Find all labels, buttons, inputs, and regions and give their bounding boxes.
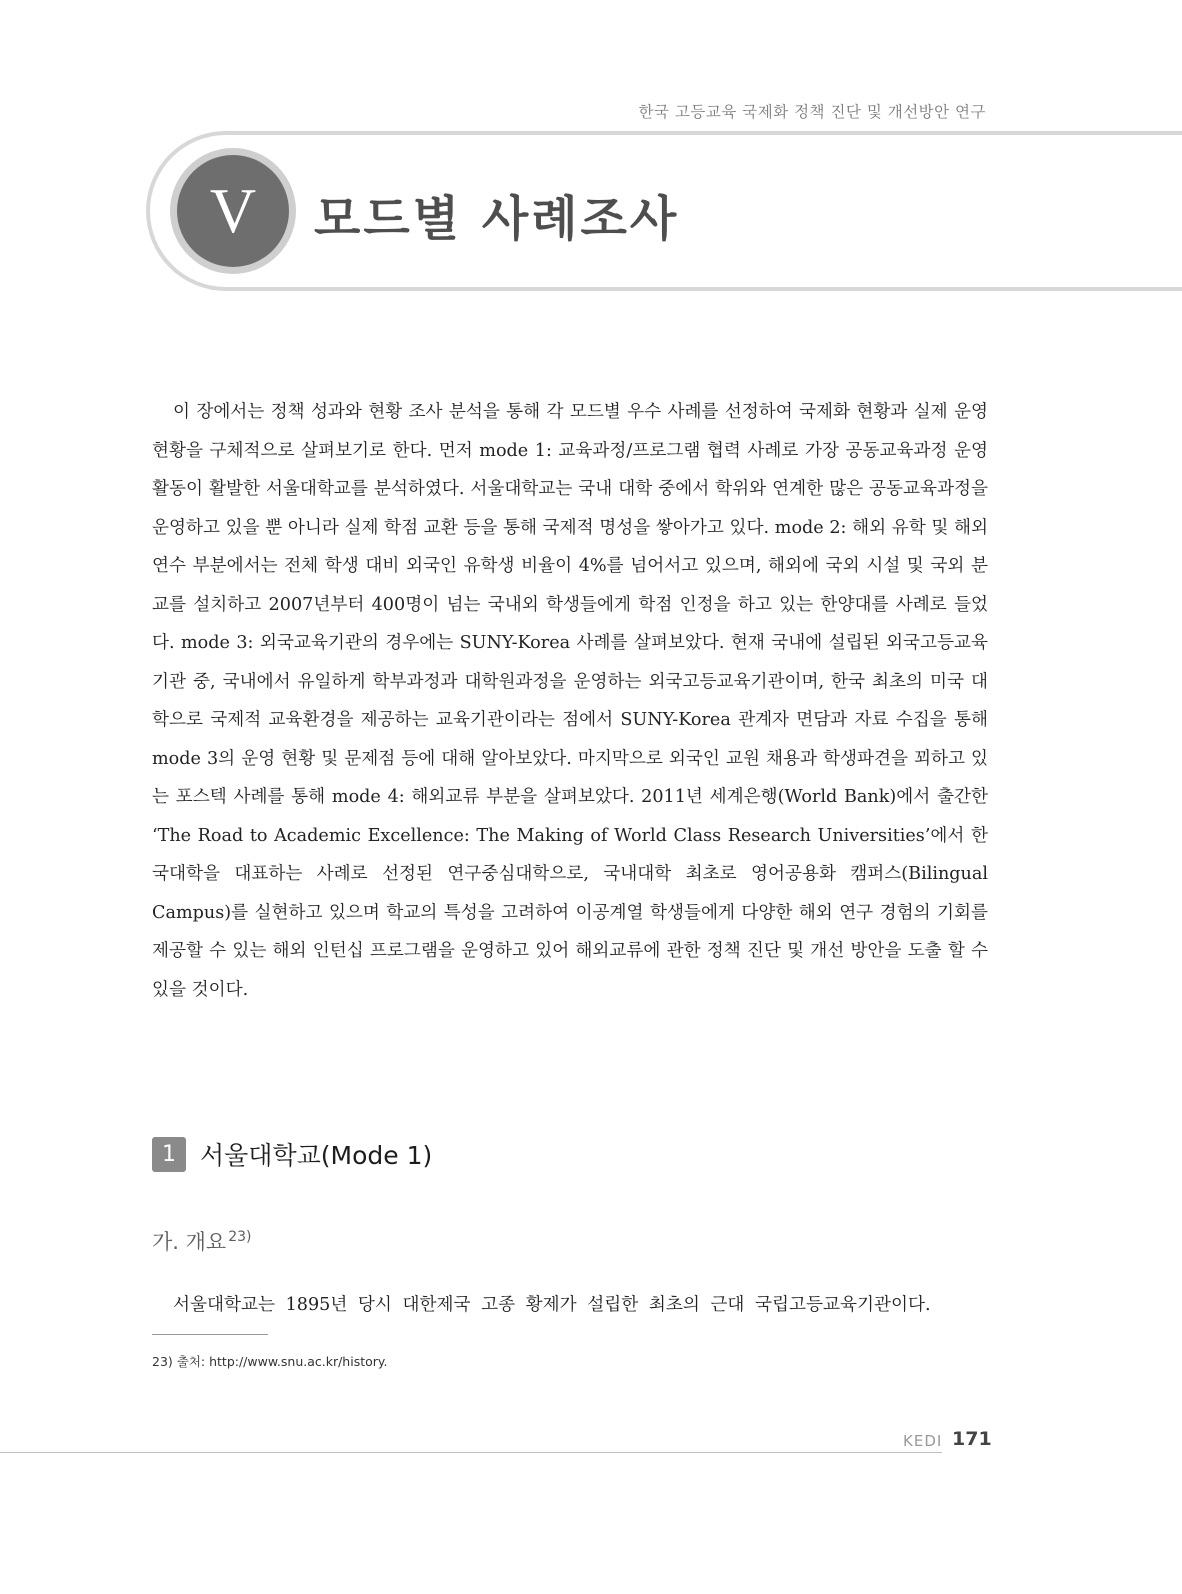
footnote: 23) 출처: http://www.snu.ac.kr/history. bbox=[152, 1354, 388, 1369]
page-number: 171 bbox=[952, 1428, 992, 1450]
footer-publisher: KEDI bbox=[903, 1432, 943, 1450]
chapter-number-badge: V bbox=[177, 155, 289, 267]
footnote-divider bbox=[152, 1334, 268, 1335]
subsection-title: 가. 개요 bbox=[152, 1230, 227, 1254]
section-number-badge: 1 bbox=[152, 1137, 186, 1172]
footer-divider bbox=[0, 1452, 942, 1453]
footnote-reference: 23) bbox=[228, 1229, 252, 1245]
section-heading bbox=[152, 1136, 432, 1172]
running-header: 한국 고등교육 국제화 정책 진단 및 개선방안 연구 bbox=[638, 103, 986, 121]
intro-paragraph: 이 장에서는 정책 성과와 현황 조사 분석을 통해 각 모드별 우수 사례를 선정하여 국제화 현황과 실제 운영 현황을 구체적으로 살펴보기로 한다. 먼저 mode 1: 교육과정/프로그램 협력 사례로 가장 공동교육과정 운영 활동이 활발한 서울대학교를 분석하였다. 서울대학교는 국내 대학 중에서 학위와 연계한 많은 공동교육과정을 운영하고 있을 뿐 아니라 실제 학점 교환 등을 통해 국제적 명성을 쌓아가고 있다. mode 2: 해외 유학 및 해외 연수 부분에서는 전체 학생 대비 외국인 유학생 비율이 4%를 넘어서고 있으며, 해외에 국외 시설 및 국외 분교를 설치하고 2007년부터 400명이 넘는 국내외 학생들에게 학점 인정을 하고 있는 한양대를 사례로 들었다. mode 3: 외국교육기관의 경우에는 SUNY-Korea 사례를 살펴보았다. 현재 국내에 설립된 외국고등교육기관 중, 국내에서 유일하게 학부과정과 대학원과정을 운영하는 외국고등교육기관이며, 한국 최초의 미국 대학으로 국제적 교육환경을 제공하는 교육기관이라는 점에서 SUNY-Korea 관계자 면담과 자료 수집을 통해 mode 3의 운영 현황 및 문제점 등에 대해 알아보았다. 마지막으로 외국인 교원 채용과 학생파견을 꾀하고 있는 포스텍 사례를 통해 mode 4: 해외교류 부분을 살펴보았다. 2011년 세계은행(World Bank)에서 출간한 ‘The Road to Academic Excellence: The Making of World Class Research Universities’에서 한국대학을 대표하는 사례로 선정된 연구중심대학으로, 국내대학 최초로 영어공용화 캠퍼스(Bilingual Campus)를 실현하고 있으며 학교의 특성을 고려하여 이공계열 학생들에게 다양한 해외 연구 경험의 기회를 제공할 수 있는 해외 인턴십 프로그램을 운영하고 있어 해외교류에 관한 정책 진단 및 개선 방안을 도출 할 수 있을 것이다. bbox=[152, 402, 988, 1000]
subsection-heading bbox=[152, 1226, 252, 1256]
chapter-title: 모드별 사례조사 bbox=[314, 191, 680, 247]
section-title: 서울대학교(Mode 1) bbox=[200, 1141, 433, 1170]
section-paragraph: 서울대학교는 1895년 당시 대한제국 고종 황제가 설립한 최초의 근대 국립고등교육기관이다. bbox=[173, 1295, 931, 1315]
